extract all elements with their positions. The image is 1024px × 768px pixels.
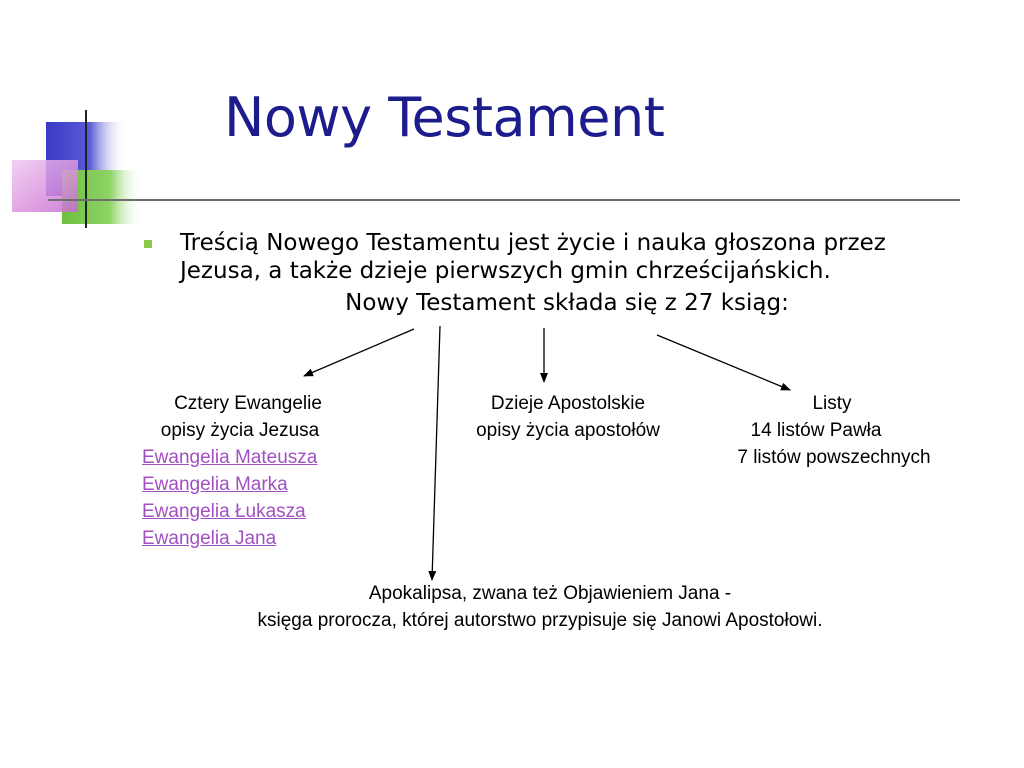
apocalypse-text [120, 580, 960, 634]
gospels-heading: Cztery Ewangelie [174, 393, 322, 414]
letters-column [716, 390, 952, 471]
acts-column [450, 390, 686, 444]
slide-title: Nowy Testament [224, 86, 665, 149]
gospels-subheading: opisy życia Jezusa [160, 420, 320, 441]
arrow-to-letters [657, 335, 790, 390]
gospel-link-mark[interactable]: Ewangelia Marka [142, 474, 288, 495]
letters-pauline: 14 listów Pawła [750, 420, 882, 441]
gospel-link-john[interactable]: Ewangelia Jana [142, 528, 277, 549]
apocalypse-line-1: Apokalipsa, zwana też Objawieniem Jana - [368, 583, 732, 604]
books-count-line: Nowy Testament składa się z 27 ksiąg: [345, 290, 789, 316]
gospel-link-matthew[interactable]: Ewangelia Mateusza [142, 447, 318, 468]
acts-heading: Dzieje Apostolskie [490, 393, 646, 414]
apocalypse-line-2: księga prorocza, której autorstwo przypisuje się Janowi Apostołowi. [257, 610, 823, 631]
gospel-link-luke[interactable]: Ewangelia Łukasza [142, 501, 306, 522]
arrow-to-gospels [304, 329, 414, 376]
letters-general: 7 listów powszechnych [737, 447, 931, 468]
letters-heading: Listy [812, 393, 852, 414]
arrow-to-apocalypse [432, 326, 440, 580]
bullet-line-2: Jezusa, a także dzieje pierwszych gmin chrześcijańskich. [180, 258, 831, 284]
bullet-line-1: Treścią Nowego Testamentu jest życie i nauka głoszona przez [180, 230, 886, 256]
gospels-column [142, 390, 354, 552]
acts-subheading: opisy życia apostołów [476, 420, 660, 441]
